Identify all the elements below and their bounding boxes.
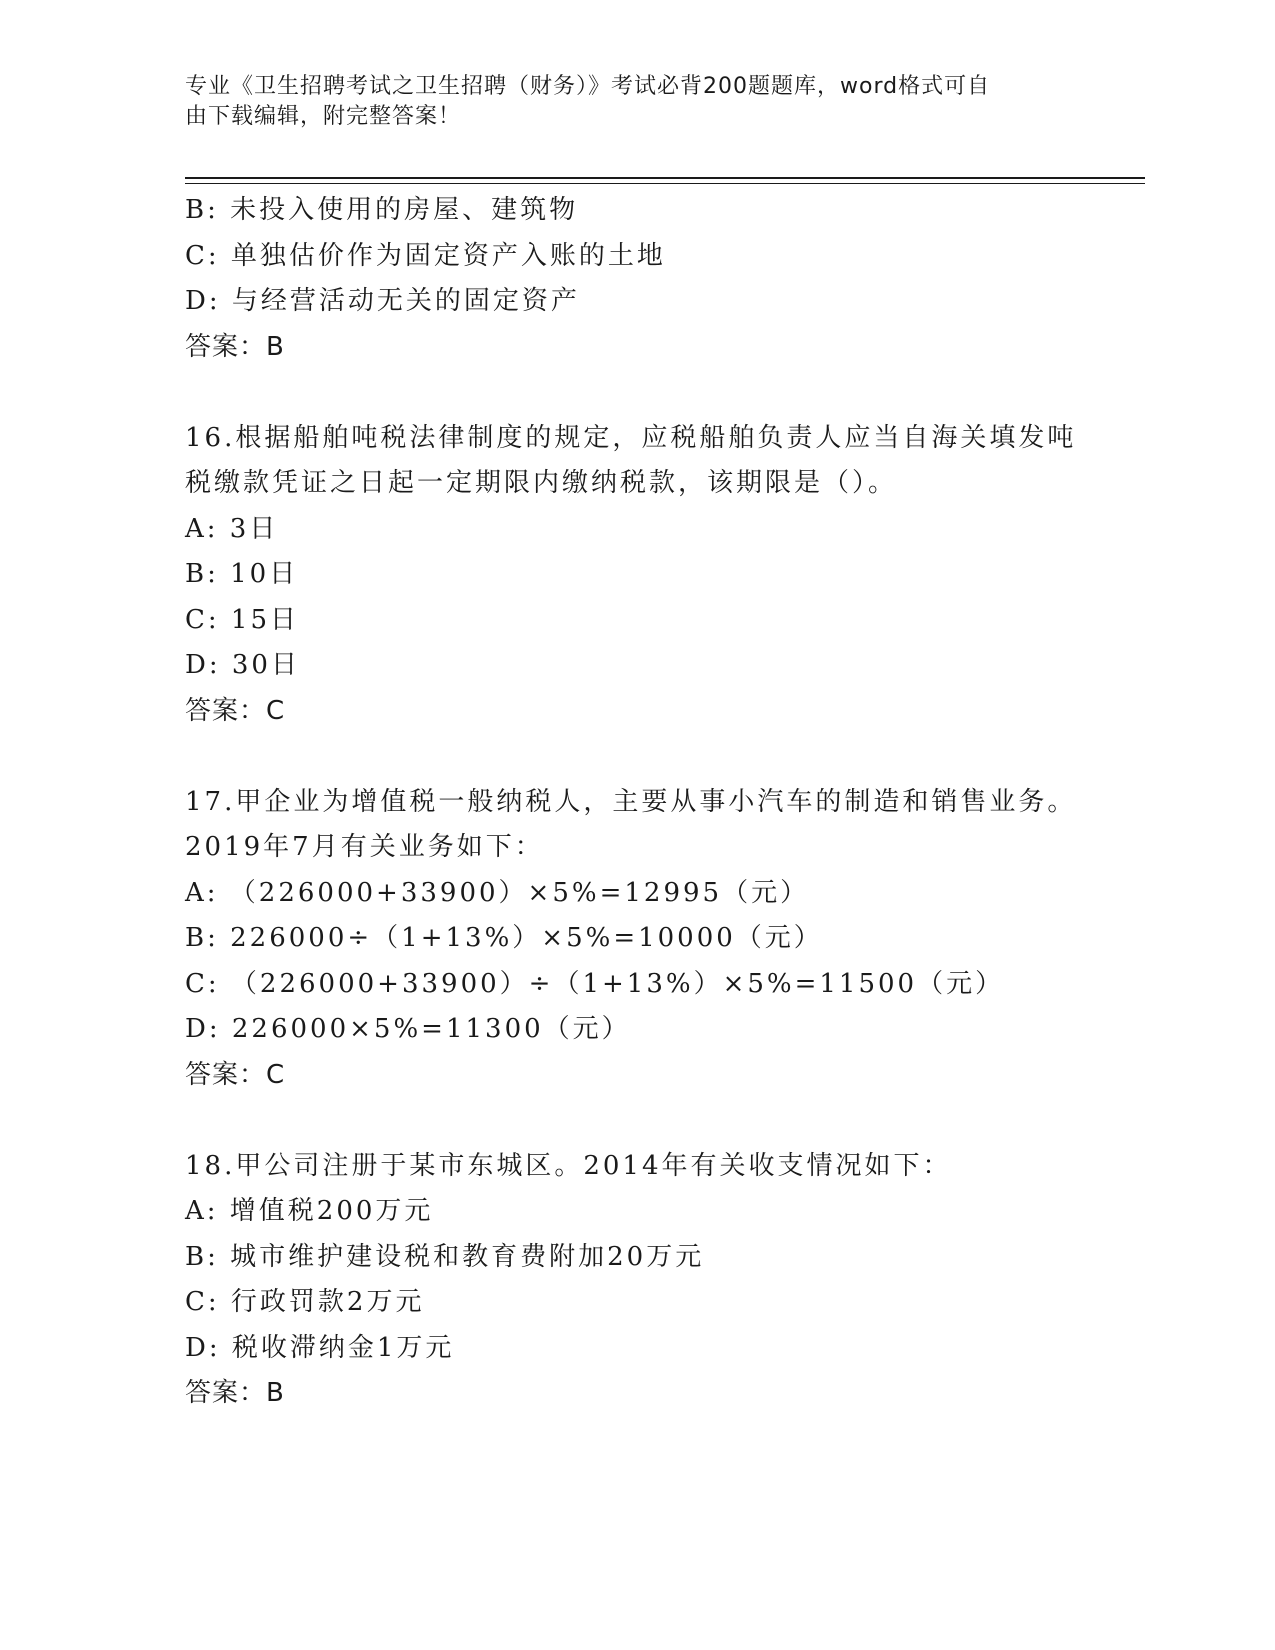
option-b: B: 城市维护建设税和教育费附加20万元 (185, 1241, 705, 1272)
option-b: B: 未投入使用的房屋、建筑物 (185, 195, 579, 225)
answer-line: 答案：C (185, 1059, 286, 1090)
option-c: C: 行政罚款2万元 (185, 1287, 425, 1317)
question-18 (185, 1144, 1145, 1417)
option-b: B: 10日 (185, 559, 299, 589)
answer-line: 答案：B (185, 1378, 285, 1408)
question-16 (185, 416, 1145, 735)
question-stem-line: 2019年7月有关业务如下： (185, 832, 544, 862)
option-c: C: 单独估价作为固定资产入账的土地 (185, 240, 666, 271)
header-divider-thin (185, 183, 1145, 184)
option-a: A: 3日 (185, 513, 279, 544)
question-stem-line: 17.甲企业为增值税一般纳税人，主要从事小汽车的制造和销售业务。 (185, 786, 1077, 817)
question-list (185, 188, 1145, 1417)
option-d: D: 30日 (185, 650, 300, 680)
header-line-1: 专业《卫生招聘考试之卫生招聘（财务）》考试必背200题题库，word格式可自 (185, 74, 991, 99)
question-17 (185, 780, 1145, 1099)
answer-line: 答案：C (185, 695, 286, 726)
spacer (185, 734, 1145, 780)
option-a: A: 增值税200万元 (185, 1196, 434, 1226)
header-divider-thick (185, 177, 1145, 179)
option-a: A: （226000+33900）×5%=12995（元） (185, 877, 810, 908)
document-header (185, 72, 1065, 132)
answer-line: 答案：B (185, 331, 285, 362)
question-stem-line: 税缴款凭证之日起一定期限内缴纳税款，该期限是（）。 (185, 468, 898, 498)
option-c: C: 15日 (185, 604, 300, 635)
question-stem-line: 16.根据船舶吨税法律制度的规定，应税船舶负责人应当自海关填发吨 (185, 422, 1077, 453)
option-d: D: 税收滞纳金1万元 (185, 1332, 455, 1363)
option-d: D: 与经营活动无关的固定资产 (185, 286, 580, 316)
spacer (185, 1098, 1145, 1144)
spacer (185, 370, 1145, 416)
header-line-2: 由下载编辑，附完整答案！ (185, 104, 462, 129)
option-c: C: （226000+33900）÷（1+13%）×5%=11500（元） (185, 968, 1005, 999)
question-stem-line: 18.甲公司注册于某市东城区。2014年有关收支情况如下： (185, 1150, 952, 1181)
option-d: D: 226000×5%=11300（元） (185, 1014, 631, 1044)
option-b: B: 226000÷（1+13%）×5%=10000（元） (185, 923, 823, 953)
question-15-continued (185, 188, 1145, 370)
